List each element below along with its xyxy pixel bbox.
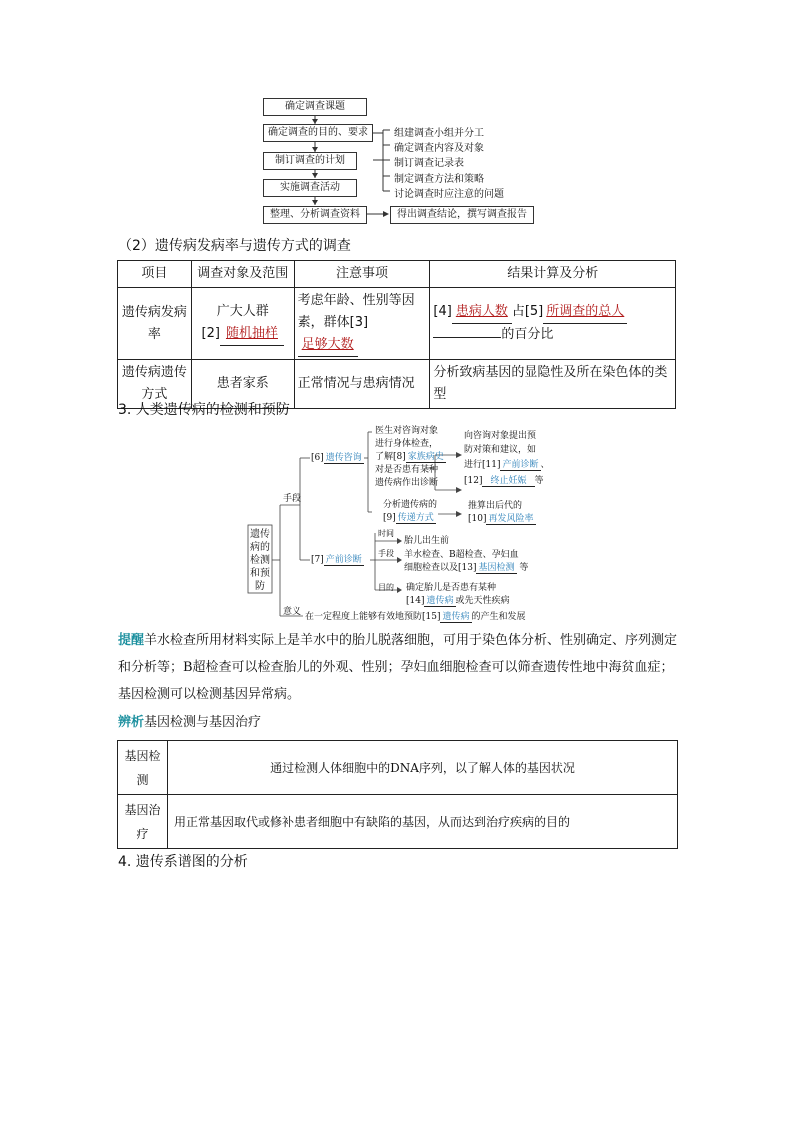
answer-gene-test: 基因检测	[478, 563, 515, 573]
row2-item: 遗传病遗传方式	[118, 360, 192, 409]
gene-table	[117, 740, 678, 849]
blank-number-2: [2]	[201, 326, 220, 341]
doctor-text-2: 进行身体检查，	[375, 439, 439, 449]
row1-result-end: 的百分比	[501, 327, 554, 342]
answer-termination: 终止妊娠	[482, 476, 534, 487]
gene-test-text: 通过检测人体细胞中的DNA序列，以了解人体的基因状况	[168, 741, 678, 795]
section3-title: 3. 人类遗传病的检测和预防	[118, 402, 290, 418]
calc-text: 推算出后代的	[468, 501, 523, 511]
flow-step-2: 确定调查的目的、要求	[263, 124, 373, 142]
table-row	[118, 795, 678, 849]
flow-step-3: 制订调查的计划	[263, 152, 357, 170]
header-scope: 调查对象及范围	[191, 261, 294, 288]
blank-number-9: [9]	[383, 513, 396, 523]
answer-transmission-mode: 传递方式	[397, 513, 434, 523]
analysis-label: 辨析	[118, 715, 145, 730]
answer-large-enough: 足够大数	[301, 337, 354, 352]
section4-title: 4. 遗传系谱图的分析	[118, 854, 248, 870]
doctor-text-4: 对是否患有某种	[375, 465, 439, 475]
advice-text-2: 防对策和建议，如	[464, 445, 537, 455]
meaning-label: 意义	[283, 607, 302, 617]
header-result: 结果计算及分析	[430, 261, 676, 288]
blank-number-10: [10]	[468, 514, 487, 524]
doctor-text-1: 医生对咨询对象	[375, 426, 439, 436]
blank-number-14: [14]	[406, 596, 425, 606]
plan-item-3: 制订调查记录表	[394, 158, 464, 169]
purpose-text-2	[406, 595, 510, 607]
purpose-text-2b: 或先天性疾病	[455, 596, 510, 606]
prenatal-node	[311, 554, 364, 566]
plan-item-4: 制定调查方法和策略	[394, 174, 484, 185]
plan-item-1: 组建调查小组并分工	[394, 128, 484, 139]
row2-scope: 患者家系	[191, 360, 294, 409]
answer-recurrence-risk: 再发风险率	[488, 514, 534, 524]
doctor-text-5: 遗传病作出诊断	[375, 478, 439, 488]
tip-label: 提醒	[118, 633, 145, 648]
analysis-title: 基因检测与基因治疗	[144, 715, 262, 730]
header-item: 项目	[118, 261, 192, 288]
meaning-text	[305, 611, 526, 623]
gene-test-label: 基因检测	[118, 741, 168, 795]
transmission-node	[383, 512, 436, 524]
time-label: 时间	[378, 529, 394, 538]
diagram-root: 遗传病的检测和预防	[250, 529, 270, 592]
meaning-text-a: 在一定程度上能够有效地预防[15]	[305, 612, 441, 622]
means2-text-2a: 细胞检查以及[13]	[404, 563, 477, 573]
answer-genetic-counseling: 遗传咨询	[325, 453, 362, 463]
flow-step-1: 确定调查课题	[263, 98, 367, 116]
flow-step-4: 实施调查活动	[263, 179, 357, 197]
answer-family-history: 家族病史	[407, 452, 444, 462]
row2-result: 分析致病基因的显隐性及所在染色体的类型	[430, 360, 676, 409]
purpose-text-1: 确定胎儿是否患有某种	[406, 583, 497, 593]
analysis-heading	[118, 709, 678, 736]
answer-genetic-disease: 遗传病	[426, 596, 454, 606]
advice-text-3: 进行[11] 产前诊断 、	[464, 460, 550, 470]
tip-text: 羊水检查所用材料实际上是羊水中的胎儿脱落细胞，可用于染色体分析、性别确定、序列测定和分析等；B超检查可以检查胎儿的外观、性别；孕妇血细胞检查可以筛查遗传性地中海贫血症；基因检测可以检测基因异常病。	[118, 633, 678, 702]
row2-notes: 正常情况与患病情况	[294, 360, 430, 409]
tip-paragraph	[118, 627, 678, 708]
flow-step-5: 整理、分析调查资料	[263, 206, 367, 224]
row1-item: 遗传病发病率	[118, 288, 192, 360]
means2-text-1: 羊水检查、B超检查、孕妇血	[404, 550, 519, 560]
purpose-label: 目的	[378, 583, 394, 592]
means2-label: 手段	[378, 549, 394, 558]
gene-therapy-label: 基因治疗	[118, 795, 168, 849]
answer-random-sampling: 随机抽样	[225, 326, 278, 341]
flow-result: 得出调查结论，撰写调查报告	[390, 206, 534, 224]
answer-prenatal-diagnosis: 产前诊断	[502, 460, 539, 470]
gene-therapy-text: 用正常基因取代或修补患者细胞中有缺陷的基因，从而达到治疗疾病的目的	[168, 795, 678, 849]
row1-result-mid: 占[5]	[511, 304, 544, 319]
advice-text-1: 向咨询对象提出预	[464, 431, 537, 441]
answer-genetic-disease-2: 遗传病	[442, 612, 470, 622]
analyze-text: 分析遗传病的	[383, 500, 438, 510]
plan-item-5: 讨论调查时应注意的问题	[394, 189, 504, 200]
row1-scope-a: 广大人群	[216, 304, 269, 319]
blank-number-4: [4]	[433, 304, 452, 319]
blank-number-12: [12]	[464, 476, 483, 486]
recurrence-node	[468, 513, 536, 525]
answer-patients: 患病人数	[455, 304, 508, 319]
table-row	[118, 741, 678, 795]
doctor-text-3	[375, 451, 446, 463]
answer-total-surveyed: 所调查的总人	[546, 304, 625, 319]
means-label: 手段	[283, 494, 302, 504]
counseling-node	[311, 452, 364, 464]
plan-item-2: 确定调查内容及对象	[394, 143, 484, 154]
answer-prenatal: 产前诊断	[325, 555, 362, 565]
blank-number-7: [7]	[311, 555, 324, 565]
means2-text-2	[404, 562, 528, 574]
advice-text-3a: 进行[11]	[464, 460, 501, 470]
etc-text-2: 等	[519, 563, 529, 573]
blank-number-6: [6]	[311, 453, 324, 463]
row1-note-text: 考虑年龄、性别等因素，群体[3]	[297, 293, 415, 330]
meaning-text-b: 的产生和发展	[471, 612, 526, 622]
termination-node	[464, 475, 544, 487]
header-notes: 注意事项	[294, 261, 430, 288]
etc-text-1: 等	[534, 476, 544, 486]
section2-title: （2）遗传病发病率与遗传方式的调查	[118, 238, 351, 254]
time-text: 胎儿出生前	[404, 536, 450, 546]
doctor-text-3a: 了解[8]	[375, 452, 406, 462]
